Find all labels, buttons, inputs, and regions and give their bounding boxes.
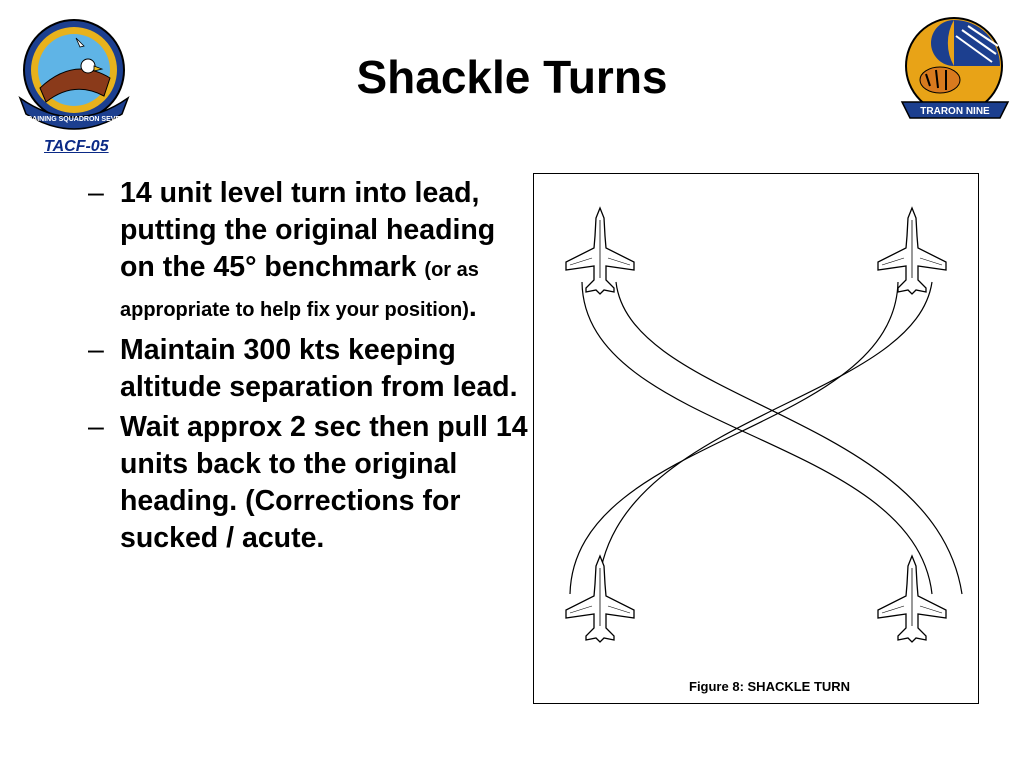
bullet-tail: . (468, 291, 477, 323)
dash-bullet-icon: – (88, 411, 104, 443)
jet-aircraft-icon (878, 208, 946, 294)
list-item (88, 409, 528, 557)
bullet-text: Wait approx 2 sec then pull 14 units back to the original heading. (Corrections for sucked / acute. (120, 411, 528, 554)
shackle-turn-diagram (534, 174, 980, 705)
left-patch-text: TRAINING SQUADRON SEVEN (22, 116, 126, 123)
jet-aircraft-icon (566, 208, 634, 294)
bullet-text: Maintain 300 kts keeping altitude separation from lead. (120, 334, 518, 403)
dash-bullet-icon: – (88, 334, 104, 366)
list-item (88, 332, 528, 406)
document-code: TACF-05 (44, 138, 109, 155)
trail-left-edge (570, 282, 898, 594)
bullet-list (88, 175, 528, 560)
trail-right-edge (598, 282, 932, 594)
jet-aircraft-icon (566, 556, 634, 642)
bullet-text: 14 unit level turn into lead, putting the original heading on the 45° benchmark (120, 177, 496, 283)
tiger-squadron-patch-icon (896, 14, 1014, 126)
bullet-note: (or as appropriate to help fix your position) (120, 259, 479, 321)
traron-nine-patch (896, 14, 1014, 126)
right-patch-text: TRARON NINE (920, 106, 990, 117)
trail-right-edge (616, 282, 962, 594)
page-title: Shackle Turns (356, 51, 668, 103)
jet-aircraft-icon (878, 556, 946, 642)
figure-caption: Figure 8: SHACKLE TURN (689, 679, 851, 694)
shackle-turn-figure (533, 173, 979, 704)
dash-bullet-icon: – (88, 177, 104, 209)
list-item (88, 175, 528, 329)
trail-left-edge (582, 282, 932, 594)
